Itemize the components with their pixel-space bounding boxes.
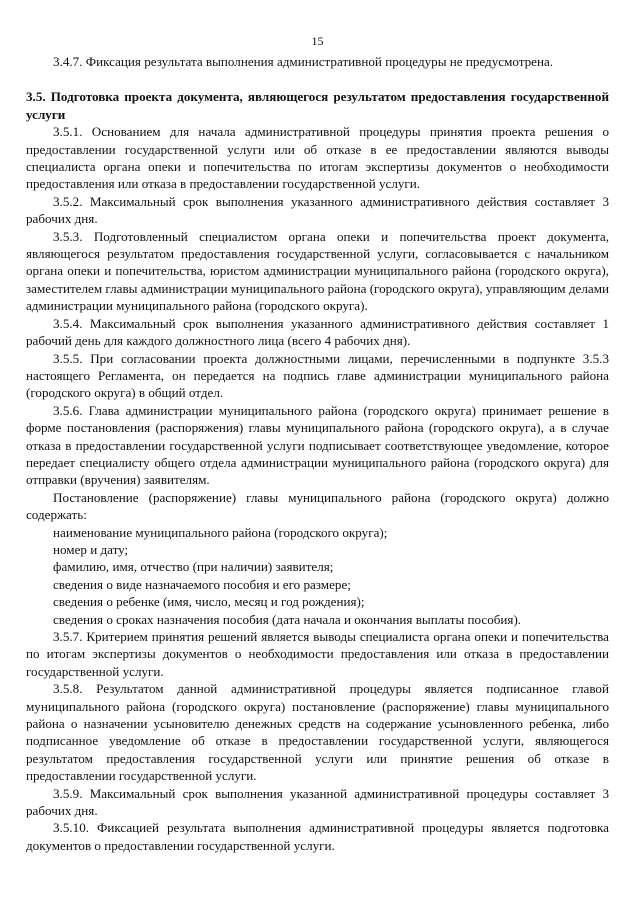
paragraph-3-5-5: 3.5.5. При согласовании проекта должностными лицами, перечисленными в подпункте 3.5.3 настоящего Регламента, он передается на подпись главе администрации муниципального района (городского округа) в общий отдел. bbox=[26, 350, 609, 401]
list-item: фамилию, имя, отчество (при наличии) заявителя; bbox=[53, 559, 334, 575]
paragraph-3-5-4: 3.5.4. Максимальный срок выполнения указанного административного действия составляет 1 рабочий день для каждого должностного лица (всего 4 рабочих дня). bbox=[26, 315, 609, 349]
paragraph-3-5-3: 3.5.3. Подготовленный специалистом органа опеки и попечительства проект документа, являющегося результатом предоставления государственной услуги, согласовывается с начальником органа опеки и попечительства, юристом администрации муниципального района (городского округа), заместителем главы администрации муниципального района (городского округа), управляющим делами администрации муниципального района (городского округа). bbox=[26, 228, 609, 314]
page-number: 15 bbox=[311, 34, 324, 48]
paragraph-3-5-1: 3.5.1. Основанием для начала административной процедуры принятия проекта решения о предоставлении государственной услуги или об отказе в ее предоставлении являются выводы специалиста органа опеки и попечительства по итогам экспертизы документов о необходимости предоставления или отказа в предоставлении государственной услуги. bbox=[26, 124, 609, 192]
section-heading-3-5: 3.5. Подготовка проекта документа, являющегося результатом предоставления государственной услуги bbox=[26, 89, 609, 122]
list-item: сведения о виде назначаемого пособия и его размере; bbox=[53, 576, 351, 592]
paragraph-3-5-9: 3.5.9. Максимальный срок выполнения указанной административной процедуры составляет 3 рабочих дня. bbox=[26, 785, 609, 819]
paragraph-3-5-10: 3.5.10. Фиксацией результата выполнения административной процедуры является подготовка документов о предоставлении государственной услуги. bbox=[26, 820, 609, 853]
required-contents-list bbox=[26, 524, 609, 628]
list-item: сведения о ребенке (имя, число, месяц и год рождения); bbox=[53, 594, 365, 610]
list-item: наименование муниципального района (городского округа); bbox=[53, 524, 388, 540]
document-page bbox=[26, 34, 609, 854]
list-item: сведения о сроках назначения пособия (дата начала и окончания выплаты пособия). bbox=[53, 611, 522, 627]
paragraph-3-5-6: 3.5.6. Глава администрации муниципального района (городского округа) принимает решение в форме постановления (распоряжения) главы муниципального района (городского округа), а в случае отказа в предоставлении государственной услуги подписывает соответствующее уведомление, которое передает специалисту общего отдела администрации муниципального района (городского округа) для отправки (вручения) заявителям. bbox=[26, 402, 609, 488]
list-item: номер и дату; bbox=[53, 541, 129, 557]
paragraph-3-5-7: 3.5.7. Критерием принятия решений является выводы специалиста органа опеки и попечительства по итогам экспертизы документов о необходимости предоставления или отказа в предоставлении государственной услуги. bbox=[26, 629, 609, 679]
paragraph-3-5-8: 3.5.8. Результатом данной административной процедуры является подписанное главой муниципального района (городского округа) постановление (распоряжение) главы муниципального района о назначении усыновителю денежных средств на содержание усыновленного ребенка, либо подписанное уведомление об отказе в предоставлении государственной услуги, являющегося результатом предоставления государственной услуги или принятие решения об отказе в предоставлении государственной услуги. bbox=[26, 681, 609, 784]
paragraph-postanovlenie: Постановление (распоряжение) главы муниципального района (городского округа) должно содержать: bbox=[26, 489, 609, 523]
paragraph-3-5-2: 3.5.2. Максимальный срок выполнения указанного административного действия составляет 3 рабочих дня. bbox=[26, 193, 609, 227]
paragraph-3-4-7: 3.4.7. Фиксация результата выполнения административной процедуры не предусмотрена. bbox=[53, 54, 554, 69]
